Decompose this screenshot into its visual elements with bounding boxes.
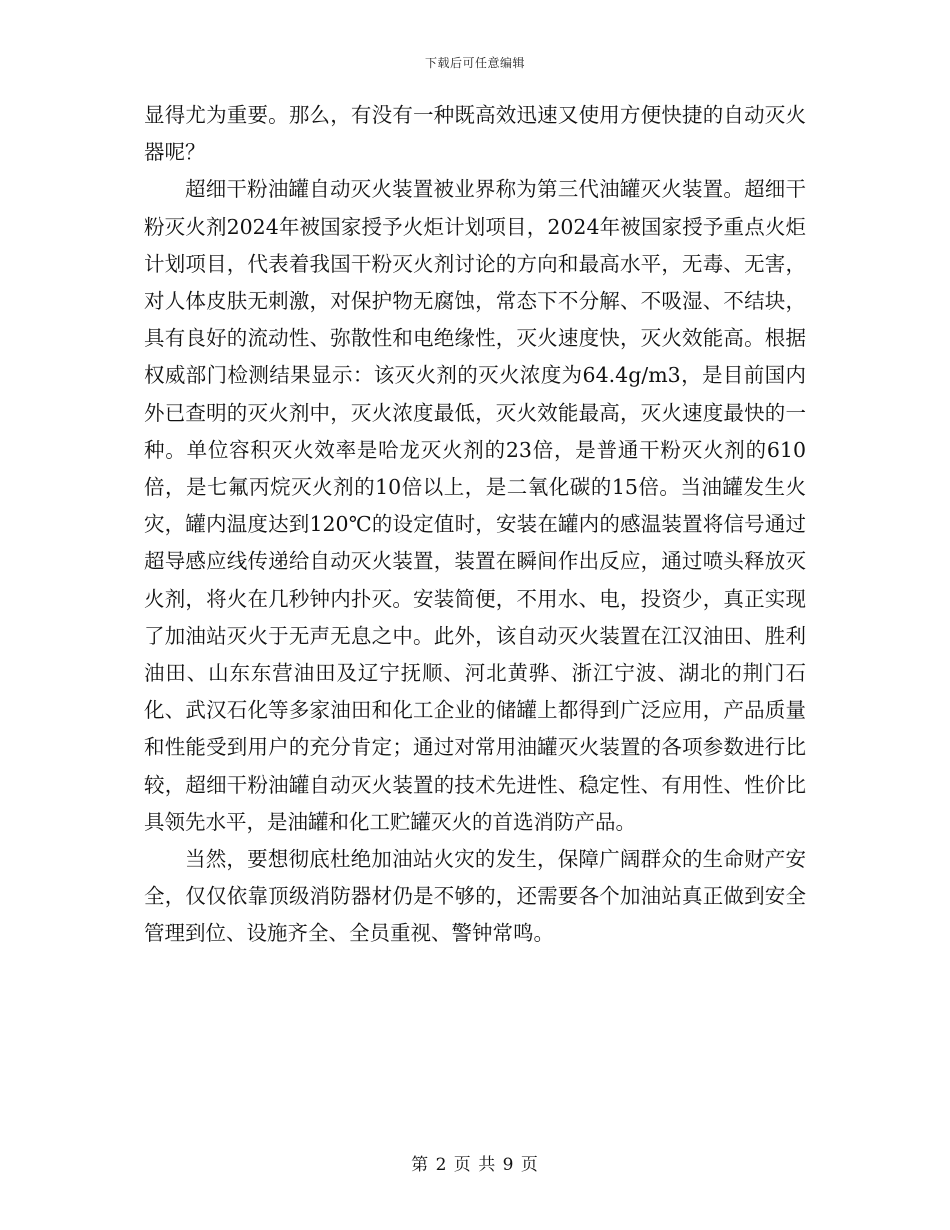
page-header: 下载后可任意编辑 (424, 56, 525, 70)
paragraph-continuation: 显得尤为重要。那么，有没有一种既高效迅速又使用方便快捷的自动灭火器呢？ (144, 103, 806, 165)
page-number: 第 2 页 共 9 页 (411, 1155, 539, 1175)
document-body (144, 97, 806, 953)
paragraph-conclusion: 当然，要想彻底杜绝加油站火灾的发生，保障广阔群众的生命财产安全，仅仅依靠顶级消防器材仍是不够的，还需要各个加油站真正做到安全管理到位、设施齐全、全员重视、警钟常鸣。 (144, 847, 806, 946)
paragraph-extinguisher-description: 超细干粉油罐自动灭火装置被业界称为第三代油罐灭火装置。超细干粉灭火剂2024年被国家授予火炬计划项目，2024年被国家授予重点火炬计划项目，代表着我国干粉灭火剂讨论的方向和最高水平，无毒、无害，对人体皮肤无刺激，对保护物无腐蚀，常态下不分解、不吸湿、不结块，具有良好的流动性、弥散性和电绝缘性，灭火速度快，灭火效能高。根据权威部门检测结果显示：该灭火剂的灭火浓度为64.4g/m3，是目前国内外已查明的灭火剂中，灭火浓度最低，灭火效能最高，灭火速度最快的一种。单位容积灭火效率是哈龙灭火剂的23倍，是普通干粉灭火剂的610倍，是七氟丙烷灭火剂的10倍以上，是二氧化碳的15倍。当油罐发生火灾，罐内温度达到120℃的设定值时，安装在罐内的感温装置将信号通过超导感应线传递给自动灭火装置，装置在瞬间作出反应，通过喷头释放灭火剂，将火在几秒钟内扑灭。安装简便，不用水、电，投资少，真正实现了加油站灭火于无声无息之中。此外，该自动灭火装置在江汉油田、胜利油田、山东东营油田及辽宁抚顺、河北黄骅、浙江宁波、湖北的荆门石化、武汉石化等多家油田和化工企业的储罐上都得到广泛应用，产品质量和性能受到用户的充分肯定；通过对常用油罐灭火装置的各项参数进行比较，超细干粉油罐自动灭火装置的技术先进性、稳定性、有用性、性价比具领先水平，是油罐和化工贮罐灭火的首选消防产品。 (144, 177, 806, 834)
